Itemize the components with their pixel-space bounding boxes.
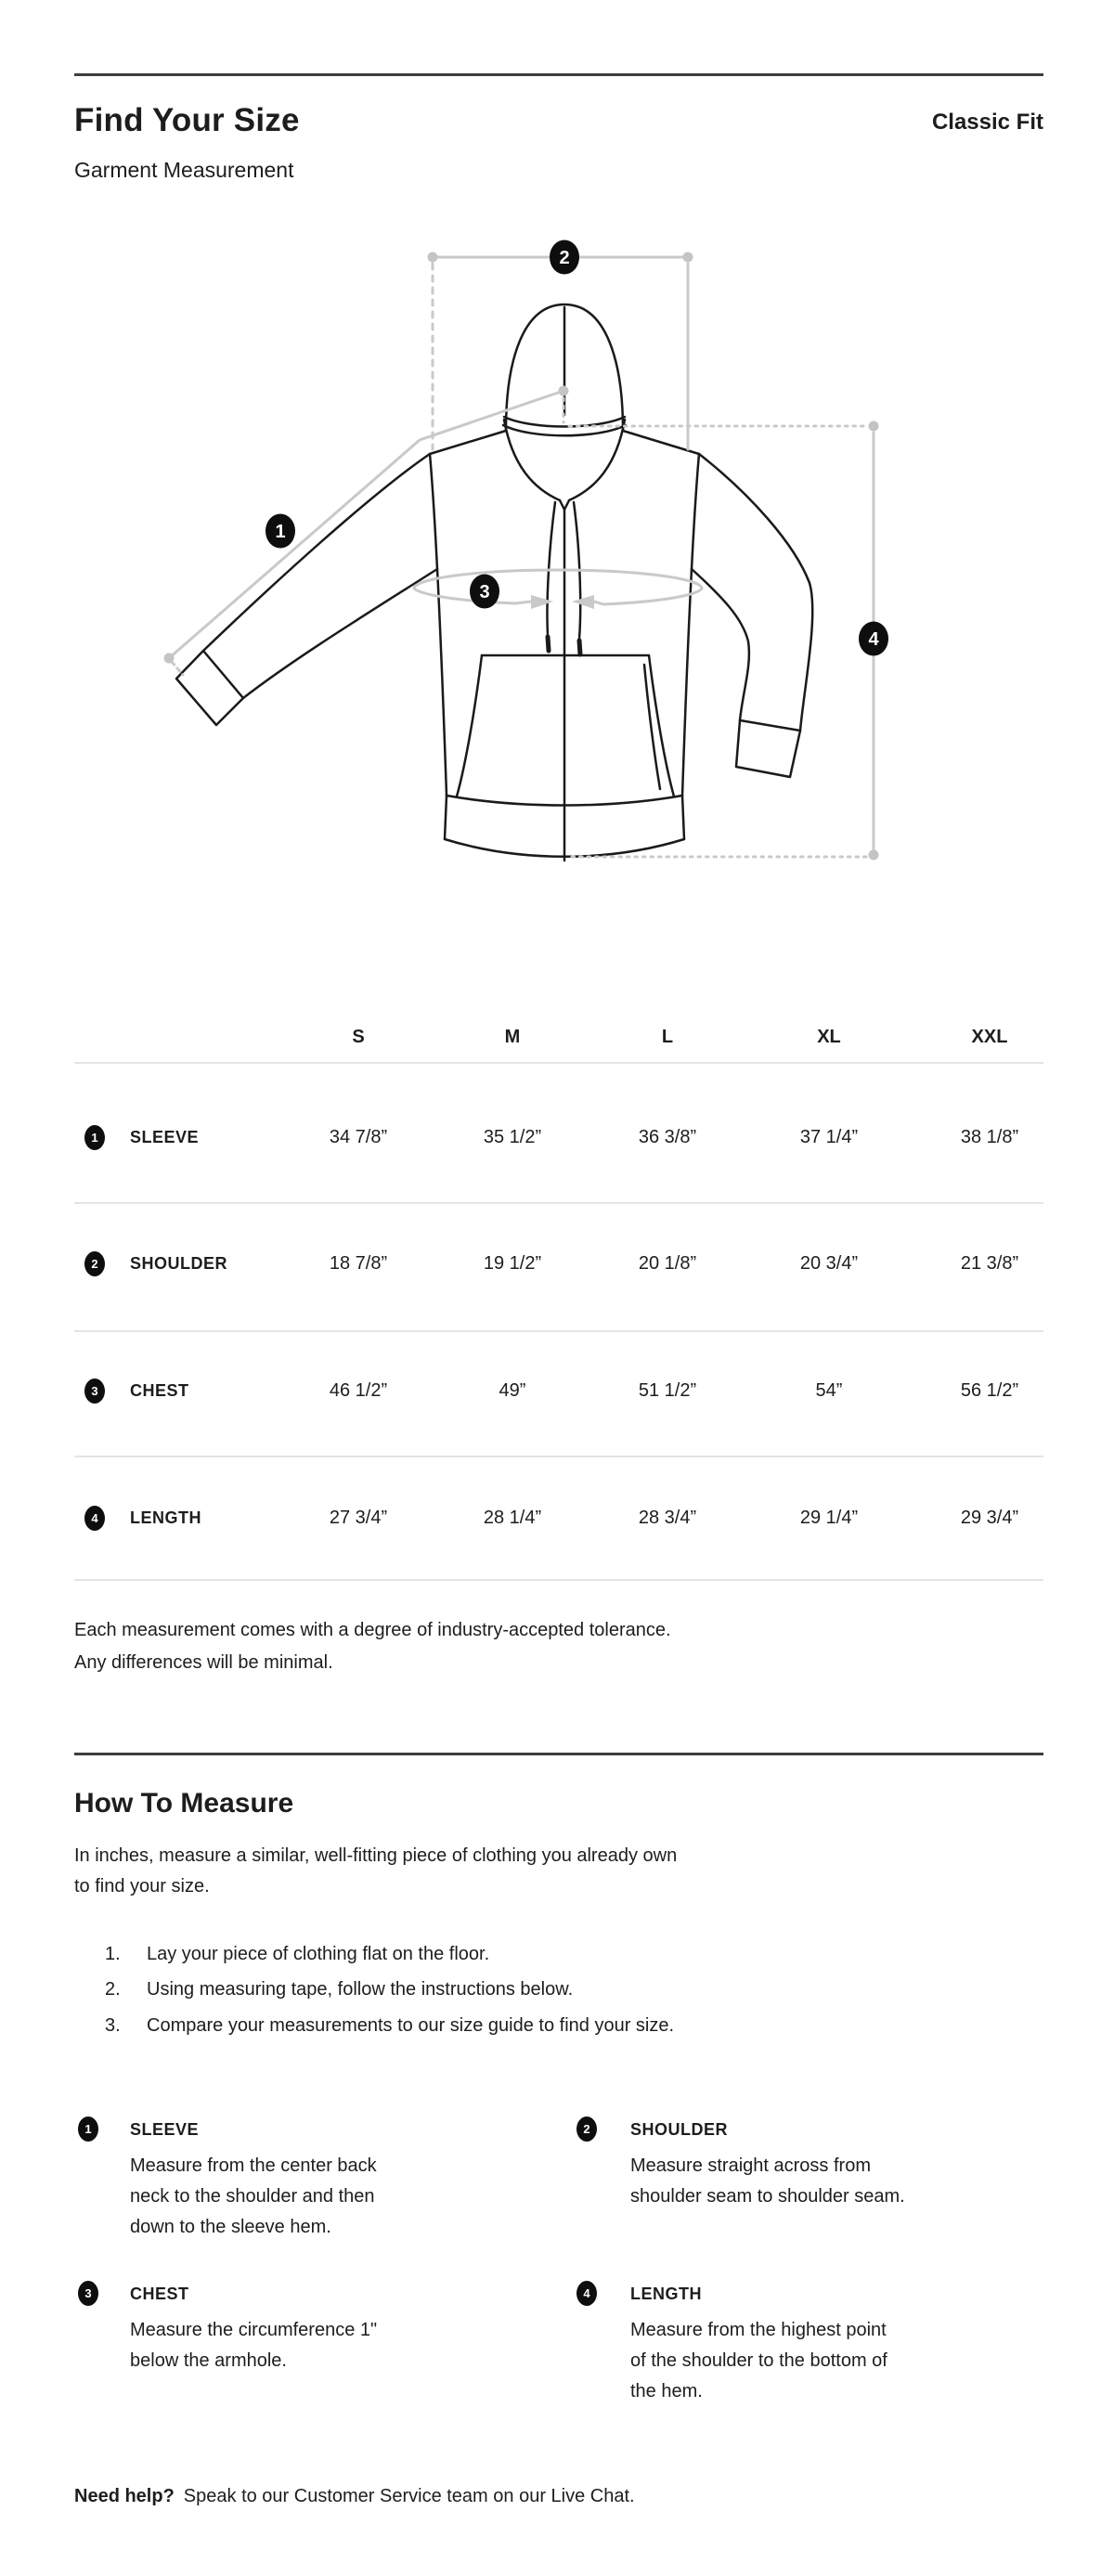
pocket-left — [457, 655, 482, 796]
right-cuff — [736, 720, 800, 777]
row-label: CHEST — [130, 1381, 189, 1400]
diagram-marker-2 — [550, 240, 579, 275]
definition-text-line: below the armhole. — [130, 2350, 287, 2371]
svg-text:1: 1 — [275, 522, 286, 542]
garment-measurement-diagram — [0, 223, 1114, 910]
column-header-xxl: XXL — [971, 1027, 1008, 1047]
drawstring-left — [547, 502, 555, 635]
column-header-s: S — [352, 1027, 365, 1047]
size-value: 51 1/2” — [638, 1380, 697, 1401]
tolerance-note-line-1: Each measurement comes with a degree of industry-accepted tolerance. — [74, 1620, 671, 1640]
definition-label: CHEST — [130, 2285, 189, 2303]
pocket-right — [649, 655, 674, 796]
page-title: Find Your Size — [74, 102, 300, 138]
chest-arc-bottom-right — [594, 589, 702, 604]
size-value: 36 3/8” — [638, 1127, 697, 1147]
column-header-xl: XL — [817, 1027, 841, 1047]
size-value: 38 1/8” — [960, 1127, 1019, 1147]
collar-v — [560, 500, 569, 510]
step-number: 3. — [105, 2015, 121, 2036]
definition-marker: 2 — [576, 2116, 597, 2142]
table-divider — [74, 1330, 1043, 1332]
row-label: SHOULDER — [130, 1254, 228, 1273]
size-value: 28 3/4” — [638, 1508, 697, 1528]
size-value: 37 1/4” — [799, 1127, 859, 1147]
size-value: 27 3/4” — [329, 1508, 388, 1528]
size-value: 49” — [499, 1380, 526, 1401]
table-divider — [74, 1062, 1043, 1064]
size-value: 19 1/2” — [483, 1253, 542, 1274]
shoulder-left — [430, 431, 506, 454]
row-label: SLEEVE — [130, 1128, 200, 1146]
definition-label: SHOULDER — [630, 2120, 729, 2139]
definition-marker: 3 — [78, 2281, 98, 2306]
size-value: 35 1/2” — [483, 1127, 542, 1147]
how-to-intro-line-2: to find your size. — [74, 1876, 210, 1896]
size-value: 18 7/8” — [329, 1253, 388, 1274]
tolerance-note-line-2: Any differences will be minimal. — [74, 1652, 333, 1673]
chest-arrowheads — [531, 595, 594, 609]
size-value: 29 1/4” — [799, 1508, 859, 1528]
row-marker: 1 — [84, 1125, 105, 1150]
table-divider — [74, 1456, 1043, 1457]
row-marker: 3 — [84, 1379, 105, 1404]
definition-text-line: Measure from the center back — [130, 2155, 377, 2176]
column-header-l: L — [661, 1027, 674, 1047]
definition-label: SLEEVE — [130, 2120, 200, 2139]
how-to-intro-line-1: In inches, measure a similar, well-fitting piece of clothing you already own — [74, 1845, 678, 1866]
hood-opening-left — [504, 420, 560, 500]
measurement-guides — [169, 257, 874, 857]
size-value: 46 1/2” — [329, 1380, 388, 1401]
definition-text-line: shoulder seam to shoulder seam. — [630, 2186, 905, 2207]
left-arm-lower — [243, 569, 437, 698]
arrow-left-icon — [572, 595, 594, 609]
left-arm-upper — [203, 454, 430, 651]
hood-opening-right — [569, 420, 625, 500]
step-number: 1. — [105, 1944, 121, 1964]
size-value: 20 3/4” — [799, 1253, 859, 1274]
row-marker: 4 — [84, 1506, 105, 1531]
svg-text:2: 2 — [559, 248, 570, 268]
size-value: 28 1/4” — [483, 1508, 542, 1528]
definition-label: LENGTH — [630, 2285, 702, 2303]
right-arm-inner — [692, 569, 749, 720]
fit-type-label: Classic Fit — [931, 110, 1043, 135]
svg-text:3: 3 — [479, 582, 490, 602]
size-value: 20 1/8” — [638, 1253, 697, 1274]
step-text: Compare your measurements to our size guide to find your size. — [147, 2015, 675, 2036]
column-header-m: M — [504, 1027, 521, 1047]
definition-text-line: Measure from the highest point — [630, 2320, 887, 2340]
definition-marker: 1 — [78, 2116, 98, 2142]
need-help-text: Speak to our Customer Service team on our Live Chat. — [183, 2486, 635, 2506]
chest-arc-top — [414, 570, 702, 589]
definition-marker: 4 — [576, 2281, 597, 2306]
size-value: 54” — [815, 1380, 843, 1401]
definition-text-line: neck to the shoulder and then — [130, 2186, 375, 2207]
diagram-marker-4 — [859, 622, 888, 656]
row-label: LENGTH — [130, 1508, 201, 1527]
definition-text-line: Measure the circumference 1" — [130, 2320, 378, 2340]
definition-text-line: of the shoulder to the bottom of — [630, 2350, 887, 2371]
page-subtitle: Garment Measurement — [74, 158, 294, 182]
definition-text-line: down to the sleeve hem. — [130, 2217, 331, 2237]
how-to-measure-title: How To Measure — [74, 1788, 294, 1819]
definition-text-line: Measure straight across from — [630, 2155, 871, 2176]
size-value: 34 7/8” — [329, 1127, 388, 1147]
step-text: Lay your piece of clothing flat on the floor. — [147, 1944, 490, 1964]
definition-text-line: the hem. — [630, 2381, 703, 2401]
svg-text:4: 4 — [868, 629, 879, 650]
left-cuff — [176, 651, 243, 725]
step-number: 2. — [105, 1979, 121, 2000]
measurement-endpoint-dots — [164, 252, 879, 861]
need-help-label: Need help? — [74, 2486, 175, 2506]
need-help-note — [74, 2486, 635, 2507]
step-text: Using measuring tape, follow the instructions below. — [147, 1979, 574, 2000]
body-seam-right — [682, 454, 699, 796]
table-divider — [74, 1202, 1043, 1204]
diagram-marker-3 — [470, 575, 499, 609]
size-value: 56 1/2” — [960, 1380, 1019, 1401]
row-marker: 2 — [84, 1251, 105, 1276]
diagram-marker-1 — [266, 514, 295, 549]
table-divider — [74, 1579, 1043, 1581]
arrow-right-icon — [531, 595, 553, 609]
diagram-markers — [266, 240, 888, 656]
size-value: 29 3/4” — [960, 1508, 1019, 1528]
body-seam-left — [430, 454, 447, 796]
top-divider — [74, 73, 1043, 76]
size-value: 21 3/8” — [960, 1253, 1019, 1274]
section-divider — [74, 1753, 1043, 1755]
